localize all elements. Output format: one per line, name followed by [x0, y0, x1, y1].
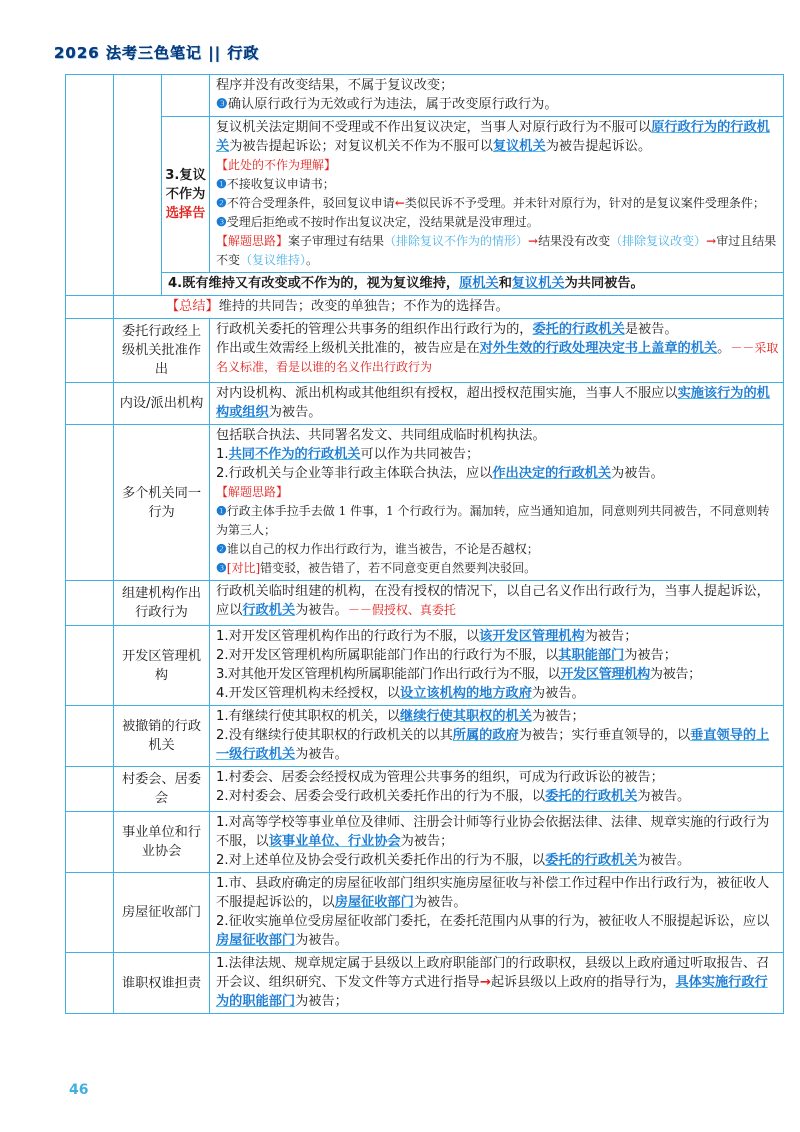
category-label — [114, 767, 210, 812]
text: 作出或生效需经上级机关批准的，被告应是在 — [216, 341, 480, 356]
text: 起诉县级以上政府的指导行为， — [490, 975, 676, 990]
text: 。 — [306, 253, 319, 267]
empty-cell — [66, 873, 114, 953]
text: 不接收复议申请书； — [226, 177, 335, 191]
label-text: 组建机构作出行政行为 — [121, 586, 202, 620]
category-label — [114, 383, 210, 425]
cell-content — [210, 706, 784, 767]
text: 1.市、县政府确定的房屋征收部门组织实施房屋征收与补偿工作过程中作出行政行为，被征收人不服提起诉讼的，以 — [216, 876, 770, 910]
highlight: 原机关 — [459, 276, 499, 291]
empty-cell — [66, 296, 114, 319]
highlight: 设立该机构的地方政府 — [400, 686, 532, 701]
highlight: 复议机关 — [492, 139, 546, 154]
highlight: 复议机关 — [511, 276, 565, 291]
label-text: 内设/派出机构 — [119, 396, 204, 411]
table-row — [66, 117, 784, 273]
empty-cell — [66, 581, 114, 626]
text: 4.既有维持又有改变或不作为的，视为复议维持， — [168, 276, 460, 291]
text: 1.对高等学校等事业单位及律师、注册会计师等行业协会依据法律、法律、规章实施的行政行为不服，以 — [216, 815, 770, 849]
highlight: 房屋征收部门 — [334, 895, 414, 910]
arrow: → — [479, 975, 491, 990]
bullet: ❸ — [216, 215, 227, 229]
summary-cell — [114, 296, 784, 319]
table-row — [66, 953, 784, 1014]
text-line: 确认原行政行为无效或行为违法，属于改变原行政行为。 — [227, 97, 558, 112]
bullet: ❸ — [216, 97, 228, 112]
page-header — [54, 40, 259, 64]
highlight: 作出决定的行政机关 — [492, 466, 612, 481]
text: 为被告。 — [531, 686, 585, 701]
label-text: 委托行政经上级机关批准作出 — [121, 324, 202, 377]
category-label — [114, 873, 210, 953]
text: 可以作为共同被告； — [360, 447, 480, 462]
empty-cell — [66, 319, 114, 383]
text: 行政机关委托的管理公共事务的组织作出行政行为的， — [216, 322, 533, 337]
text: 为被告； — [295, 994, 348, 1009]
text: 为被告； — [584, 629, 638, 644]
text: 为被告。 — [413, 895, 467, 910]
category-label — [114, 319, 210, 383]
red-note: －－采取名义标准，看是以谁的名义作出行政行为 — [216, 341, 779, 374]
text: 1.对开发区管理机构作出的行政行为不服，以 — [216, 629, 480, 644]
table-row — [66, 873, 784, 953]
paren-note: （排除复议改变） — [610, 234, 707, 248]
cell-content — [210, 953, 784, 1014]
bullet: ❸ — [216, 561, 227, 575]
highlight: 所属的政府 — [452, 728, 519, 743]
text: 受理后拒绝或不按时作出复议决定，没结果就是没审理过。 — [226, 215, 539, 229]
cell-content — [210, 319, 784, 383]
text: 为被告。 — [268, 405, 322, 420]
highlight: 对外生效的行政处理决定书上盖章的机关 — [479, 341, 718, 356]
text: 3.对其他开发区管理机构所属职能部门作出行政行为不服，以 — [216, 667, 561, 682]
table-row — [66, 626, 784, 706]
label-text: 被撤销的行政机关 — [121, 719, 202, 753]
text: 2.没有继续行使其职权的行政机关的以其 — [216, 728, 453, 743]
category-label — [114, 626, 210, 706]
highlight: 委托的行政机关 — [545, 853, 638, 868]
text: 4.开发区管理机构未经授权，以 — [216, 686, 401, 701]
text: 为被告。 — [295, 933, 348, 948]
text: 和 — [498, 276, 512, 291]
text-line: 1.村委会、居委会经授权成为管理公共事务的组织，可成为行政诉讼的被告； — [216, 770, 664, 785]
text: 。 — [717, 341, 731, 356]
empty-cell — [66, 812, 114, 873]
text: 案子审理过有结果 — [288, 234, 385, 248]
highlight: 开发区管理机构 — [560, 667, 650, 682]
text: 为被告； — [531, 709, 585, 724]
text: 为被告； — [649, 667, 701, 682]
label-text: 谁职权谁担责 — [121, 975, 202, 991]
text: 为被告提起诉讼。 — [545, 139, 652, 154]
bullet: ❷ — [216, 196, 227, 210]
cell-content — [210, 767, 784, 812]
table-row — [66, 425, 784, 581]
table-row — [66, 383, 784, 425]
label-text: 事业单位和行业协会 — [121, 825, 202, 859]
label-text: 房屋征收部门 — [121, 905, 202, 920]
bullet: ❷ — [216, 542, 227, 556]
page-number: 46 — [69, 1082, 89, 1098]
highlight: 其职能部门 — [558, 648, 625, 663]
text: 为被告。 — [295, 603, 348, 618]
category-label — [114, 953, 210, 1014]
cell-content — [210, 626, 784, 706]
text: 1. — [216, 447, 229, 462]
table-row — [66, 75, 784, 117]
note-heading: 【此处的不作为理解】 — [216, 158, 337, 172]
text: 行政机关临时组建的机构，在没有授权的情况下，以自己名义作出行政行为，当事人提起诉讼，应以 — [216, 584, 770, 618]
defendant-table — [65, 74, 784, 1014]
text-line: 包括联合执法、共同署名发文、共同组成临时机构执法。 — [216, 428, 546, 443]
summary-heading: 【总结】 — [166, 299, 219, 314]
empty-cell — [66, 75, 114, 296]
text: 是被告。 — [624, 322, 678, 337]
cell-content — [210, 425, 784, 581]
tip-heading: 【解题思路】 — [216, 485, 289, 499]
text: 为被告； — [400, 834, 454, 849]
table-row — [66, 706, 784, 767]
text: 为被告。 — [611, 466, 664, 481]
empty-cell — [66, 706, 114, 767]
text: 1.法律法规、规章规定属于县级以上政府职能部门的行政职权，县级以上政府通过听取报告、召开会议、组织研究、下发文件等方式进行指导 — [216, 956, 770, 990]
highlight: 垂直领导的上一级行政机关 — [216, 728, 770, 762]
highlight: 共同不作为的行政机关 — [228, 447, 361, 462]
highlight: 实施该行为的机构或组织 — [216, 386, 770, 420]
text: 2.征收实施单位受房屋征收部门委托，在委托范围内从事的行为，被征收人不服提起诉讼，应以 — [216, 914, 770, 929]
label-text: 村委会、居委会 — [121, 772, 202, 806]
text: 2.对开发区管理机构所属职能部门作出的行政行为不服，以 — [216, 648, 559, 663]
text: 类似民诉不予受理。并未针对原行为，针对的是复议案件受理条件； — [404, 196, 765, 210]
paren-note: （排除复议不作为的情形） — [384, 234, 529, 248]
text: 维持的共同告；改变的单独告；不作为的选择告。 — [218, 299, 509, 314]
arrow: ← — [394, 196, 405, 210]
header-title: 2026 法考三色笔记 || 行政 — [54, 43, 260, 62]
category-label — [114, 812, 210, 873]
text: 行政主体手拉手去做 1 件事，1 个行政行为。漏加转，应当通知追加，同意则列共同被告，不同意则转为第三人； — [216, 504, 770, 537]
text: 不符合受理条件，驳回复议申请 — [226, 196, 395, 210]
table-row — [66, 812, 784, 873]
cell-content — [210, 812, 784, 873]
tip-heading: 【解题思路】 — [216, 234, 289, 248]
highlight: 原行政行为的行政机关 — [216, 120, 770, 154]
text: 结果没有改变 — [538, 234, 611, 248]
text: 为被告提起诉讼；对复议机关不作为不服可以 — [229, 139, 493, 154]
table-row — [66, 581, 784, 626]
label-text: 多个机关同一行为 — [121, 485, 202, 520]
empty-cell — [66, 767, 114, 812]
label-text: 开发区管理机构 — [121, 648, 202, 683]
arrow: → — [706, 234, 717, 248]
category-label — [114, 581, 210, 626]
compare-tag: [对比] — [226, 561, 261, 575]
highlight: 该事业单位、行业协会 — [268, 834, 401, 849]
bullet: ❶ — [216, 177, 227, 191]
category-label — [114, 425, 210, 581]
table-row — [66, 319, 784, 383]
text: 复议机关法定期间不受理或不作出复议决定，当事人对原行政行为不服可以 — [216, 120, 652, 135]
highlight: 委托的行政机关 — [545, 789, 638, 804]
table-row — [66, 296, 784, 319]
text: 2.对村委会、居委会受行政机关委托作出的行为不服，以 — [216, 789, 546, 804]
bullet: ❶ — [216, 504, 227, 518]
empty-cell — [66, 626, 114, 706]
subcategory-label — [162, 117, 210, 273]
highlight: 具体实施行政行为的职能部门 — [216, 975, 768, 1009]
text: 谁以自己的权力作出行政行为，谁当被告，不论是否越权； — [226, 542, 539, 556]
empty-cell — [162, 75, 210, 117]
highlight: 房屋征收部门 — [216, 933, 296, 948]
text: 审过且结果不变 — [216, 234, 777, 267]
text: 为共同被告。 — [564, 276, 644, 291]
text: 为被告。 — [637, 853, 691, 868]
cell-content — [210, 581, 784, 626]
empty-cell — [66, 953, 114, 1014]
category-label — [114, 706, 210, 767]
text: 为被告。 — [295, 747, 348, 762]
label-text: 3.复议不作为 — [165, 168, 206, 202]
table-row — [66, 767, 784, 812]
cell-content — [210, 873, 784, 953]
text: 为被告。 — [637, 789, 691, 804]
cell-content — [162, 273, 784, 296]
highlight: 委托的行政机关 — [532, 322, 625, 337]
empty-cell — [66, 425, 114, 581]
red-note: －－假授权、真委托 — [347, 603, 456, 617]
empty-cell — [66, 383, 114, 425]
text-line: 程序并没有改变结果，不属于复议改变； — [216, 78, 454, 93]
paren-note: （复议维持） — [240, 253, 307, 267]
text: 错变驳，被告错了，若不同意变更自然要判决驳回。 — [260, 561, 537, 575]
label-text-red: 选择告 — [165, 206, 206, 221]
highlight: 行政机关 — [242, 603, 296, 618]
empty-cell — [114, 75, 162, 296]
text: 1.有继续行使其职权的机关，以 — [216, 709, 401, 724]
text: 为被告；实行垂直领导的，以 — [518, 728, 691, 743]
table-row — [66, 273, 784, 296]
cell-content — [210, 75, 784, 117]
text: 为被告； — [624, 648, 677, 663]
cell-content — [210, 117, 784, 273]
text: 2.行政机关与企业等非行政主体联合执法，应以 — [216, 466, 493, 481]
cell-content — [210, 383, 784, 425]
text: 2.对上述单位及协会受行政机关委托作出的行为不服，以 — [216, 853, 546, 868]
highlight: 该开发区管理机构 — [479, 629, 585, 644]
highlight: 继续行使其职权的机关 — [400, 709, 532, 724]
arrow: → — [528, 234, 539, 248]
text: 对内设机构、派出机构或其他组织有授权，超出授权范围实施，当事人不服应以 — [216, 386, 678, 401]
